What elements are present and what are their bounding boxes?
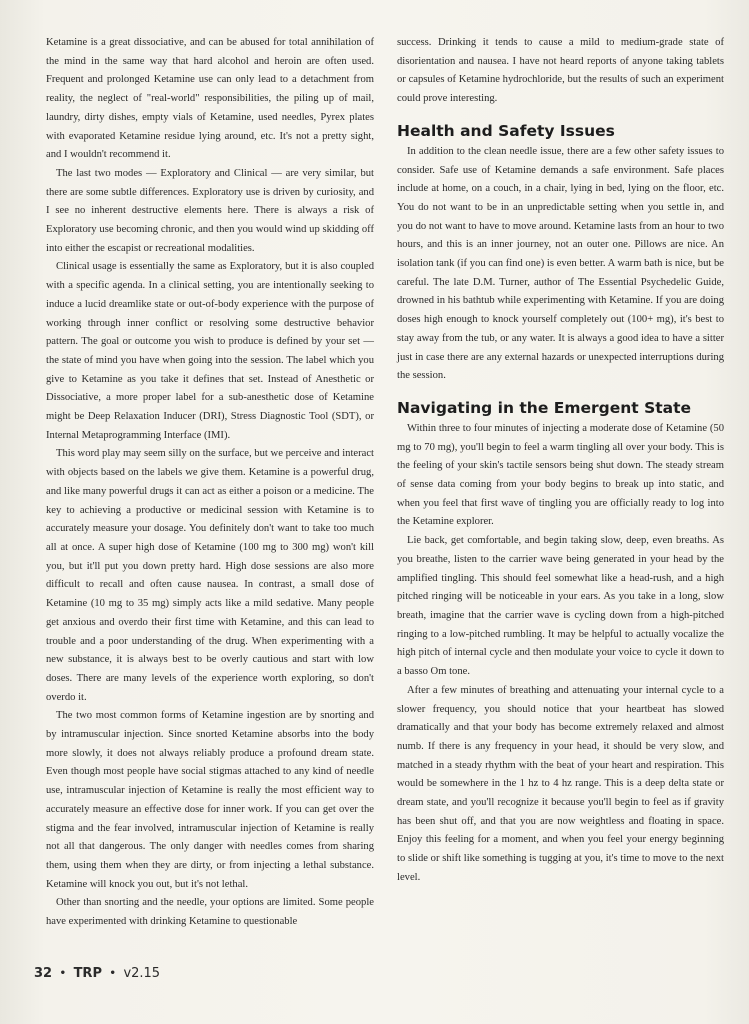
footer-separator: •	[59, 968, 67, 979]
body-paragraph: In addition to the clean needle issue, there are a few other safety issues to consider. Safe use of Ketamine demands a safe environment. Safe places include at home, on a couch, in a chair, lying in bed, lying on the floor, etc. You do not want to be in an unpredictable setting when you settle in, and you do not want to have to move around. Ketamine lasts from an hour to two hours, and this is an inner journey, not an outer one. Pillows are nice. An isolation tank (if you can find one) is even better. A warm bath is nice, but be careful. The late D.M. Turner, author of The Essential Psychedelic Guide, drowned in his bathtub while experimenting with Ketamine. If you are doing doses high enough to knock yourself completely out (100+ mg), it's best to stay away from the tub, or any water. It is always a good idea to have a sitter just in case there are any external hazards or unexpected interruptions during the session.	[397, 145, 724, 382]
right-column	[397, 34, 724, 888]
body-paragraph: Other than snorting and the needle, your options are limited. Some people have experimented with drinking Ketamine to questionable	[46, 897, 374, 928]
body-paragraph: Ketamine is a great dissociative, and can be abused for total annihilation of the mind in the same way that hard alcohol and heroin are often used. Frequent and prolonged Ketamine use can only lead to a detachment from reality, the neglect of "real-world" responsibilities, the piling up of mail, laundry, dirty dishes, empty vials of Ketamine, used needles, Pyrex plates with evaporated Ketamine residue lying around, etc. It's not a pretty sight, and I wouldn't recommend it.	[46, 37, 374, 161]
left-column	[46, 34, 374, 932]
body-paragraph: success. Drinking it tends to cause a mild to medium-grade state of disorientation and nausea. I have not heard reports of anyone taking tablets or capsules of Ketamine hydrochloride, but the results of such an experiment could prove interesting.	[397, 37, 724, 105]
page-number: 32	[34, 966, 53, 981]
body-paragraph: After a few minutes of breathing and attenuating your internal cycle to a slower frequency, you should notice that your heartbeat has slowed dramatically and that your body has become extremely relaxed and almost numb. If there is any frequency in your head, it should be very slow, and matched in a steady rhythm with the beat of your heart and respiration. This would be somewhere in the 1 hz to 4 hz range. This is a deep delta state or dream state, and you'll recognize it because you'll begin to feel as if gravity has been shut off, and that you are now weightless and floating in space. Enjoy this feeling for a moment, and when you feel your energy beginning to slide or shift like something is tugging at you, it's time to move to the next level.	[397, 684, 724, 883]
body-paragraph: The two most common forms of Ketamine ingestion are by snorting and by intramuscular injection. Since snorted Ketamine absorbs into the body more slowly, it does not always reliably produce a profound dream state. Even though most people have social stigmas attached to any kind of needle use, intramuscular injection of Ketamine is really the most efficient way to accurately measure an effective dose for inner work. If you can get over the stigma and the fear involved, intramuscular injection of Ketamine is really not all that dangerous. The only danger with needles comes from sharing them, using them when they are dirty, or from injecting a lethal substance. Ketamine will knock you out, but it's not lethal.	[46, 710, 374, 890]
body-paragraph: Lie back, get comfortable, and begin taking slow, deep, even breaths. As you breathe, listen to the carrier wave being generated in your head by the amplified tingling. This should feel somewhat like a head-rush, and a high pitched ringing will be noticeable in your ears. As you take in a long, slow breath, imagine that the carrier wave is cycling down from a high-pitched ringing to a low-pitched rumbling. It may be helpful to actually vocalize the high pitch of internal cycle and then modulate your voice to cycle it down to a basso Om tone.	[397, 535, 724, 678]
section-heading-health-safety: Health and Safety Issues	[397, 121, 615, 140]
footer-separator: •	[109, 968, 116, 979]
body-paragraph: This word play may seem silly on the surface, but we perceive and interact with objects based on the labels we give them. Ketamine is a powerful drug, and like many powerful drugs it can act as either a poison or a medicine. The key to achieving a productive or medicinal session with Ketamine is to accurately measure your dosage. You definitely don't want to take too much all at once. A super high dose of Ketamine (100 mg to 300 mg) won't kill you, but it'll put you down pretty hard. High dose sessions are also more difficult to recall and often cause nausea. In contrast, a small dose of Ketamine (10 mg to 35 mg) simply acts like a mild sedative. Many people get anxious and overdo their first time with Ketamine, and this can lead to trouble and a poor understanding of the drug. When experimenting with a new substance, it is always best to be overly cautious and start with low doses. There are many levels of the experience worth exploring, so don't overdo it.	[46, 448, 374, 703]
body-paragraph: Within three to four minutes of injecting a moderate dose of Ketamine (50 mg to 70 mg), you'll begin to feel a warm tingling all over your body. This is the feeling of your skin's tactile sensors being shut down. The steady stream of sense data coming from your body begins to break up into static, and when you feel that first wave of tingling you are officially ready to log into the Ketamine explorer.	[397, 422, 724, 528]
magazine-version: v2.15	[123, 966, 161, 981]
body-paragraph: The last two modes — Exploratory and Clinical — are very similar, but there are some subtle differences. Exploratory use is driven by curiosity, and I see no inherent destructive elements here. There is always a risk of Exploratory use becoming chronic, and then you would wind up skidding off into either the escapist or recreational modalities.	[46, 167, 374, 254]
magazine-name: TRP	[73, 966, 102, 981]
section-heading-navigating: Navigating in the Emergent State	[397, 398, 692, 417]
page-footer	[34, 966, 160, 981]
body-paragraph: Clinical usage is essentially the same as Exploratory, but it is also coupled with a specific agenda. In a clinical setting, you are intentionally seeking to induce a lucid dreamlike state or out-of-body experience with the purpose of working through inner conflict or resolving some destructive behavior pattern. The goal or outcome you wish to produce is defined by your set — the state of mind you have when going into the session. The label which you give to Ketamine as you take it defines that set. Instead of Anesthetic or Dissociative, a more proper label for a sub-anesthetic dose of Ketamine might be Deep Relaxation Inducer (DRI), Stress Diagnostic Tool (SDT), or Internal Metaprogramming Interface (IMI).	[46, 261, 374, 441]
